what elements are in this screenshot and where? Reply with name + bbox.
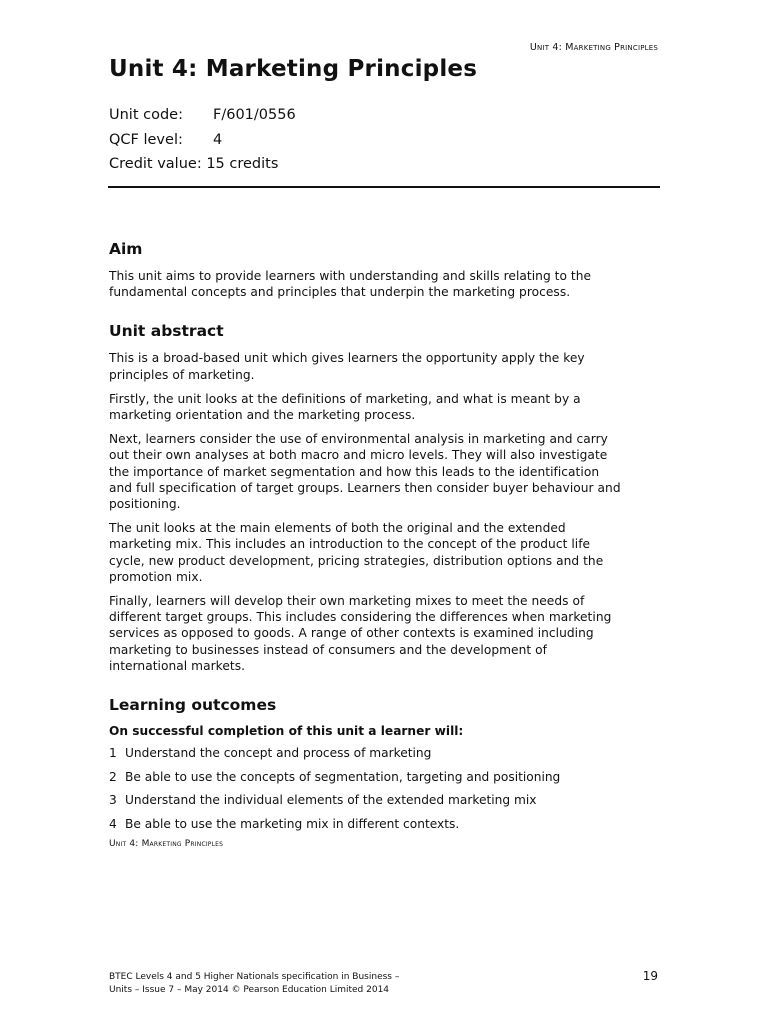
abstract-line: Finally, learners will develop their own marketing mixes to meet the needs of [109,594,585,609]
credit-value-value: 15 credits [206,156,279,172]
aim-line: fundamental concepts and principles that underpin the marketing process. [109,285,571,300]
main-content [109,236,657,849]
outcome-item [109,816,657,832]
aim-text [109,268,657,300]
aim-heading: Aim [109,240,143,258]
abstract-line: and full specification of target groups. Learners then consider buyer behaviour and [109,480,621,495]
abstract-line: cycle, new product development, pricing strategies, distribution options and the [109,553,604,568]
abstract-paragraph [109,520,657,585]
unit-abstract-heading: Unit abstract [109,322,224,341]
unit-code-label: Unit code: [109,107,183,123]
qcf-level-row [109,128,296,153]
page-number: 19 [642,969,658,983]
credit-value-row [109,152,296,177]
outcome-text: Understand the concept and process of marketing [125,746,432,761]
outcome-text: Be able to use the concepts of segmentation, targeting and positioning [125,769,561,784]
abstract-line: Firstly, the unit looks at the definitions of marketing, and what is meant by a [109,391,581,406]
abstract-paragraph [109,391,657,423]
outcome-item [109,769,657,785]
aim-line: This unit aims to provide learners with understanding and skills relating to the [109,269,592,283]
qcf-level-label: QCF level: [109,131,183,148]
running-header: Unit 4: Marketing Principles [529,42,658,53]
abstract-paragraph [109,431,657,512]
abstract-paragraph [109,350,657,382]
abstract-line: international markets. [109,658,246,673]
abstract-line: different target groups. This includes considering the differences when marketing [109,610,612,625]
abstract-line: out their own analyses at both macro and micro levels. They will also investigate [109,448,608,463]
footer-text [109,971,399,996]
abstract-line: marketing orientation and the marketing process. [109,408,416,423]
abstract-line: principles of marketing. [109,367,255,382]
abstract-line: The unit looks at the main elements of both the original and the extended [109,521,566,536]
outcome-item [109,792,657,808]
abstract-line: marketing mix. This includes an introduction to the concept of the product life [109,537,591,552]
abstract-paragraph [109,593,657,674]
unit-code-value: F/601/0556 [213,107,296,123]
abstract-line: positioning. [109,497,181,512]
abstract-line: Next, learners consider the use of environmental analysis in marketing and carry [109,432,608,447]
outcome-item [109,745,657,761]
abstract-line: marketing to businesses instead of consumers and the development of [109,642,547,657]
learning-outcomes-heading: Learning outcomes [109,696,277,715]
abstract-line: This is a broad-based unit which gives learners the opportunity apply the key [109,351,585,366]
outcome-text: Be able to use the marketing mix in different contexts. [125,816,460,831]
outcome-number: 3 [109,793,117,808]
abstract-line: the importance of market segmentation and how this leads to the identification [109,464,600,479]
unit-meta [109,103,296,177]
outcome-text: Understand the individual elements of the extended marketing mix [125,793,537,808]
abstract-line: promotion mix. [109,569,203,584]
footer-line: BTEC Levels 4 and 5 Higher Nationals specification in Business – [109,972,400,982]
bottom-running-title: Unit 4: Marketing Principles [109,839,224,850]
page-title: Unit 4: Marketing Principles [109,56,478,82]
outcome-number: 4 [109,816,117,831]
qcf-level-value: 4 [213,131,223,148]
abstract-line: services as opposed to goods. A range of other contexts is examined including [109,626,594,641]
credit-value-label: Credit value: [109,156,202,172]
outcome-number: 1 [109,746,117,761]
header-divider [108,186,660,188]
outcome-number: 2 [109,769,117,784]
footer-line: Units – Issue 7 – May 2014 © Pearson Education Limited 2014 [109,984,390,995]
unit-code-row [109,103,296,128]
learning-outcomes-intro: On successful completion of this unit a learner will: [109,724,464,739]
